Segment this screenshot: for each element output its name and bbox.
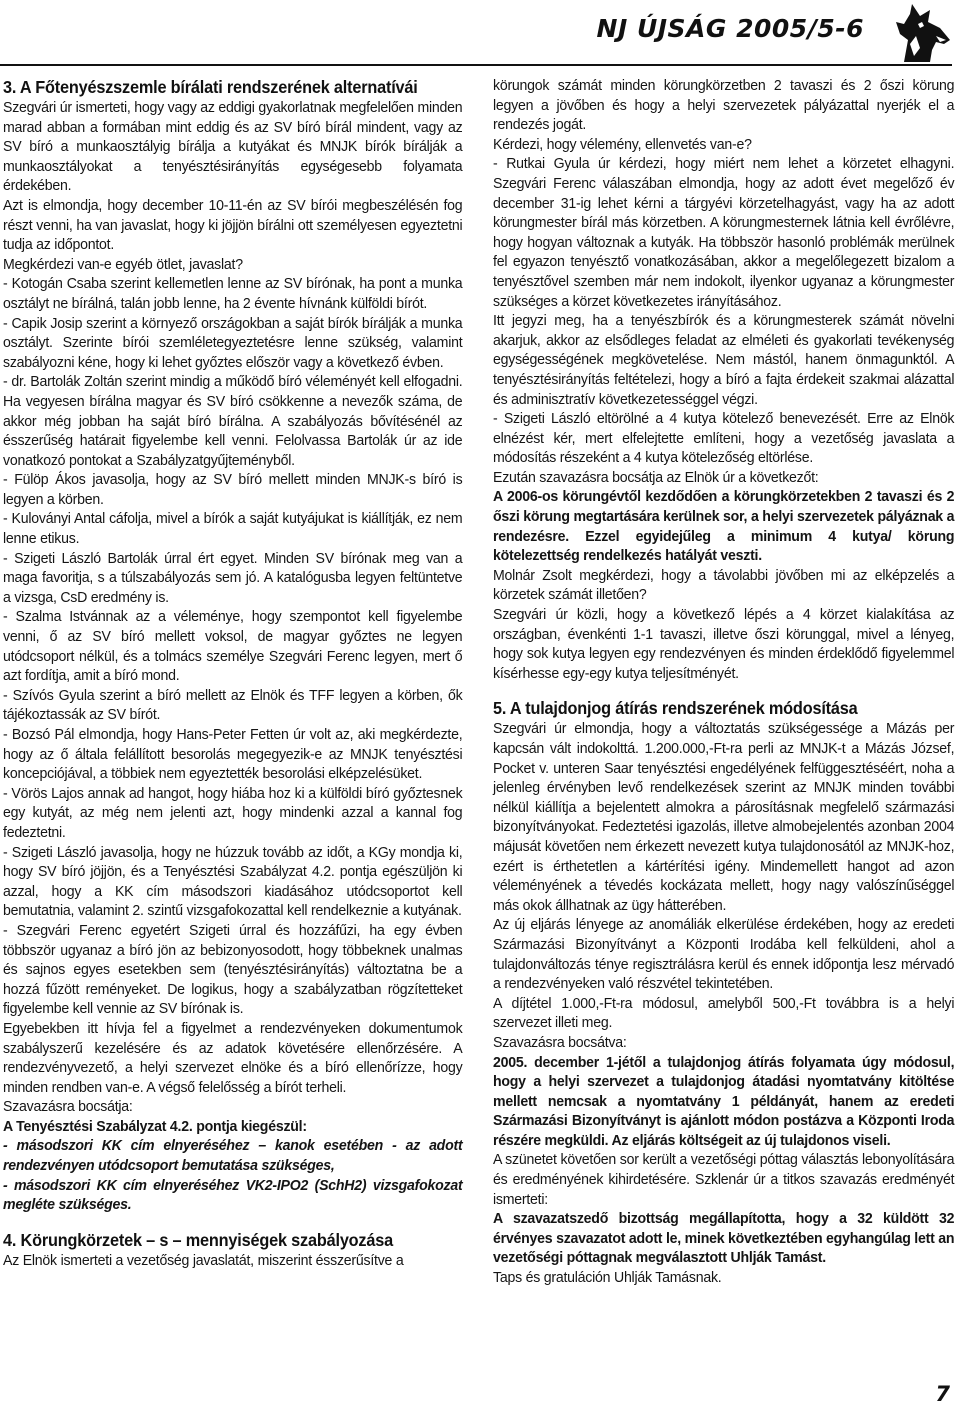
paragraph: - Fülöp Ákos javasolja, hogy az SV bíró mellett minden MNJK-s bíró is legyen a körben. — [3, 471, 463, 508]
spacer — [3, 1215, 462, 1229]
paragraph: Szegvári úr közli, hogy a következő lépés a 4 körzet kialakítása az országban, évenkénti 1-1 tavaszi, illetve őszi körunggal, mivel a lényeg, hogy sok kutya legyen egy rendezvényen és minden érdeklődő figyelemmel kísérhesse egy-egy kutya teljesítményét. — [493, 606, 955, 682]
proposal-line: - másodszori KK cím elnyeréséhez – kanok esetében - az adott rendezvényen utódcsoport bemutatása szükséges, — [3, 1137, 463, 1175]
paragraph: Szegvári úr ismerteti, hogy vagy az eddigi gyakorlatnak megfelelően minden marad abban a formában mint eddig és az SV bíró bírál mindent, vagy az SV bíró a munkaosztályig bírálja a kutyákat és MNJK bírók bírálják a munkaosztályokat a tenyésztésirányítás egységesebb folyamata érdekében. — [3, 99, 463, 195]
paragraph: A díjtétel 1.000,-Ft-ra módosul, amelyből 500,-Ft továbbra is a helyi szervezet illeti meg. — [493, 994, 955, 1032]
paragraph: Kérdezi, hogy vélemény, ellenvetés van-e? — [493, 135, 752, 153]
paragraph: - Szívós Gyula szerint a bíró mellett az Elnök és TFF legyen a körben, ők tájékoztassák az SV bírót. — [3, 686, 463, 724]
paragraph: - Kotogán Csaba szerint kellemetlen lenne az SV bírónak, ha pont a munka osztályt ne bírálná, talán jobb lenne, ha 2 évente hívnánk külföldi bírót. — [3, 275, 463, 312]
paragraph: - Szigeti László javasolja, hogy ne húzzuk tovább az időt, a KGy mondja ki, hogy SV bíró jöjjön, és a Tenyésztési Szabályzat 4.2. pontja egészüljön ki azzal, hogy a KK cím másodszori kiadásához utódcsoportot kell bemutatnia, valamint 2. szintű vizsgafokozattal kell rendelkeznie a kutyának. — [3, 843, 463, 920]
paragraph: Azt is elmondja, hogy december 10-11-én az SV bírói megbeszélésén fog részt venni, ha van javaslat, hogy ki jöjjön bírálni ott személyesen egyeztetni tudja az időpontot. — [3, 196, 463, 254]
paragraph: Az új eljárás lényege az anomáliák elkerülése érdekében, hogy az eredeti Származási Bizonyítványt a Központi Irodába kell felküldeni, ahol a tulajdonváltozás ténye regisztrálásra kerül és ennek időpontja lesz mérvadó a rendezvényeken való részvétel tekintetében. — [493, 916, 955, 993]
paragraph: Az Elnök ismerteti a vezetőség javaslatát, miszerint ésszerűsítve a — [3, 1251, 404, 1269]
proposal-title: A Tenyésztési Szabályzat 4.2. pontja kiegészül: — [3, 1117, 307, 1135]
section-5-heading: 5. A tulajdonjog átírás rendszerének módosítása — [493, 698, 858, 719]
paragraph: - Capik Josip szerint a környező országokban a saját bírók bírálják a munka osztályt. Szerinte bírói szemléletegyeztetésre lenne szükség, valamint szabályozni kéne, hogy ki lehet győztes először vagy a következő évben. — [3, 314, 463, 371]
paragraph: Szavazásra bocsátja: — [3, 1098, 133, 1116]
paragraph: - Szegvári Ferenc egyetért Szigeti úrral és hozzáfűzi, ha egy évben többször ugyanaz a bíró jön az bebizonyosodott, hogy többeknek unalmas és sajnos egyes esetekben sem (tenyésztésirányítás) változtatna be a hozzá fűzött reményeket. De logikus, hogy a szabályzatban rögzítetteket figyelembe kell vennie az SV bírónak is. — [3, 921, 463, 1018]
paragraph: - Vörös Lajos annak ad hangot, hogy hiába hoz ki a külföldi bíró győztesnek egy kutyát, az még nem jelenti azt, hogy mindenki azzal a kannal fog fedeztetni. — [3, 784, 463, 841]
paragraph: Szavazásra bocsátva: — [493, 1033, 627, 1051]
closing-text: Taps és gratuláción Uhlják Tamásnak. — [493, 1269, 722, 1287]
paragraph: körungok számát minden körungkörzetben 2 tavaszi és 2 őszi körung legyen a jövőben és hogy a helyi szervezetek pályázattal nyerjék el a rendezés jogát. — [493, 77, 955, 134]
paragraph: Egyebekben itt hívja fel a figyelmet a rendezvényeken dokumentumok szabályszerű kezelésére és az adatok követésére ellenőrzésére. A rendezvényvezető, a helyi szervezet elnöke és a bíró ellenőrízze, hogy minden rendben van-e. A végső felelősség a bírót terheli. — [3, 1019, 463, 1096]
page-header — [0, 0, 960, 66]
spacer — [493, 683, 954, 697]
section-4-heading: 4. Körungkörzetek – s – mennyiségek szabályozása — [3, 1229, 393, 1250]
paragraph: - Szigeti László eltörölné a 4 kutya kötelező benevezését. Erre az Elnök elnézést kér, mert elfelejtette említeni, hogy a vezetőség javaslata a módosítás részeként a 4 kutya kötelezőség eltörlése. — [493, 410, 955, 467]
paragraph: - Bozsó Pál elmondja, hogy Hans-Peter Fetten úr volt az, aki megkérdezte, hogy az ő általa felállított besorolás megegyezik-e az MNJK tenyésztési koncepciójával, a többiek nem egyeztették besorolási elképzelésüket. — [3, 726, 463, 783]
section-3-heading: 3. A Főtenyészszemle bírálati rendszerének alternatívái — [3, 77, 418, 97]
paragraph: - Rutkai Gyula úr kérdezi, hogy miért nem lehet a körzetet elhagyni. Szegvári Ferenc válaszában elmondja, hogy az adott évet megelőző év december 31-ig lehet kérni a tárgyévi körzetelhagyást, vagy ha az adott körungmester bírál más körzetben. A körungmesternek látnia kell évrőlévre, hogy hogyan változnak a kutyák. Ha többször hasonló problémák merülnek fel egyazon tenyésztő vonatkozásában, akkor a megelőlegezett bizalom a tenyésztővel szemben már nem indokolt, ilyenkor ugyanaz a körungmester szükséges a körzet következetes irányításához. — [493, 155, 955, 310]
paragraph: - Szigeti László Bartolák úrral ért egyet. Minden SV bírónak meg van a maga favoritja, s a túlszabályozás sem jó. A katalógusba legyen feltüntetve a vizsga, CsD eredmény is. — [3, 549, 463, 606]
paragraph: Megkérdezi van-e egyéb ötlet, javaslat? — [3, 255, 243, 273]
paragraph: Szegvári úr elmondja, hogy a változtatás szükségessége a Mázás per kapcsán vált indokolttá. 1.200.000,-Ft-ra perli az MNJK-t a Mázás József, Pocket v. unteren Saar tenyésztési engedélyének felfüggesztéséért, noha a jelenleg érvényben levő rendelkezések szerint az MNJK minden további nélkül kiállítja a bejelentett almokra a párosításnak megfelelő származási bizonyítványokat. Fedeztetési igazolás, illetve almobejelentés azonban 2004 májusát követően nem érkezett nevezett kutya tulajdonosától az MNJK-hoz, ezért is érthetetlen a kártérítési igény. Mindemellett hangot ad azon véleményének a tévedés kockázata mellett, hogy nagy valószínűséggel más okok állhatnak az ügy hátterében. — [493, 720, 955, 914]
page-number: 7 — [935, 1382, 950, 1406]
paragraph: Molnár Zsolt megkérdezi, hogy a távolabbi jövőben mi az elképzelés a körzetek számát illetően? — [493, 566, 955, 604]
header-rule — [0, 64, 952, 66]
paragraph: Itt jegyzi meg, ha a tenyészbírók és a körungmesterek számát növelni akarjuk, akkor az elsődleges feladat az elméleti és gyakorlati tevékenység egységességének megkövetelése. Nem mástól, hanem önmagunktól. A tenyésztésirányítás feltételezi, hogy a bíró a fajta érdekeit szakmai alázattal és adminisztratív következetességgel végzi. — [493, 312, 955, 408]
left-column — [3, 76, 462, 1270]
paragraph: - dr. Bartolák Zoltán szerint mindig a működő bíró véleményét kell elfogadni. Ha vegyesen bírálna magyar és SV bíró csökkenne a nevezők száma, de akkor még jobban ha saját bíró bírálna. A szabályozás bővítésénél az ésszerűség határait figyelembe kell venni. Felolvassa Bartolák úr az ide vonatkozó pontokat a Szabályzatgyűjteményből. — [3, 373, 463, 469]
paragraph: Ezután szavazásra bocsátja az Elnök úr a következőt: — [493, 468, 819, 486]
resolution-text: A 2006-os körungévtől kezdődően a körungkörzetekben 2 tavaszi és 2 őszi körung megtartására kerülnek sor, a helyi szervezetek pályáznak a rendezésre. Ezzel egyidejűleg a minimum 4 kutya/ körung kötelezettség rendelkezés hatályát veszti. — [493, 488, 955, 565]
right-column — [493, 76, 954, 1288]
resolution-text: A szavazatszedő bizottság megállapította, hogy a 32 küldött 32 érvényes szavazatot adott le, minek következtében egyhangúlag lett an vezetőségi póttagnak megválasztott Uhlják Tamást. — [493, 1210, 955, 1267]
proposal-line: - másodszori KK cím elnyeréséhez VK2-IPO2 (SchH2) vizsgafokozat megléte szükséges. — [3, 1176, 463, 1214]
paragraph: - Kuloványi Antal cáfolja, mivel a bírók a saját kutyájukat is kiállítják, ez nem lenne etikus. — [3, 510, 463, 548]
resolution-text: 2005. december 1-jétől a tulajdonjog átírás folyamata úgy módosul, hogy a helyi szervezet a tulajdonjog átadási nyomtatvány kitöltése mellett nemcsak a nyomtatvány 1 példányát, hanem az eredeti Származási Bizonyítványt is ajánlott módon postázva a Központi Iroda részére megküldi. Az eljárás költségeit az új tulajdonos viseli. — [493, 1053, 955, 1149]
paragraph: A szünetet követően sor került a vezetőségi póttag választás lebonyolítására és eredményének kihirdetésére. Szklenár úr a titkos szavazás eredményét ismerteti: — [493, 1151, 955, 1208]
paragraph: - Szalma Istvánnak az a véleménye, hogy szempontot kell figyelembe venni, ő az SV bíró mellett voksol, de magyar győztes ne legyen utódcsoport nélkül, és a tolmács személye Szegvári Ferenc legyen, mert ő azt fordítja, amit a bíró mond. — [3, 608, 463, 685]
dog-head-logo-icon — [890, 0, 954, 64]
publication-title: NJ ÚJSÁG 2005/5-6 — [596, 14, 864, 43]
